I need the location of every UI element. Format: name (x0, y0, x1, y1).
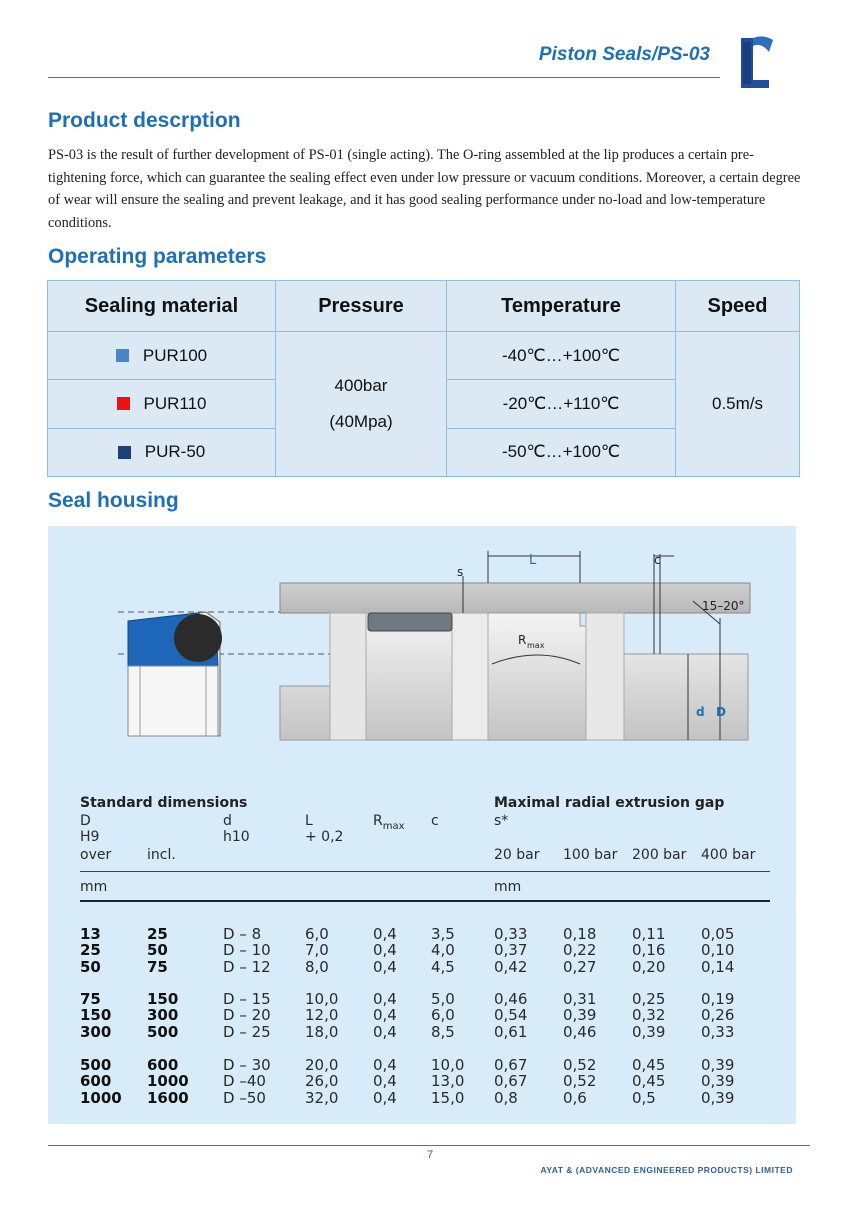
dims-col-b100 (563, 1057, 596, 1106)
col-s: s* (494, 813, 509, 829)
dims-cell: 0,45 (632, 1072, 666, 1091)
dims-col-b20 (494, 1057, 527, 1106)
dims-col-d (223, 1057, 271, 1106)
col-D: D (80, 813, 91, 829)
dims-cell: 0,27 (563, 957, 597, 976)
dims-cell: D – 30 (223, 1056, 271, 1074)
dims-cell: 0,37 (494, 941, 528, 960)
dims-col-c (431, 926, 455, 975)
header-sealing-material: Sealing material (48, 281, 276, 332)
unit-mm-left: mm (80, 879, 108, 895)
dims-col-r (373, 1057, 397, 1106)
operating-parameters-table (47, 280, 800, 477)
label-rmax-sub: max (527, 641, 545, 650)
dims-cell: 0,4 (373, 925, 397, 943)
dims-col-b400 (701, 991, 734, 1040)
label-rmax: R (518, 633, 527, 647)
page-number: 7 (426, 1149, 434, 1161)
dims-cell: 0,39 (632, 1022, 666, 1041)
dims-col-r (373, 991, 397, 1040)
pressure-mpa: (40Mpa) (329, 412, 393, 431)
dims-cell: 50 (147, 941, 168, 960)
dims-cell: 0,14 (701, 957, 735, 976)
dims-cell: 0,52 (563, 1056, 597, 1074)
dims-cell: 0,5 (632, 1088, 656, 1107)
col-L-tol: + 0,2 (305, 829, 344, 845)
material-swatch (116, 349, 129, 362)
speed-cell: 0.5m/s (676, 332, 800, 477)
dims-cell: 0,31 (563, 990, 597, 1008)
temperature-cell: -50℃…+100℃ (447, 428, 676, 476)
dims-cell: 0,4 (373, 1056, 397, 1074)
bar-header: 200 bar (632, 847, 687, 863)
dims-cell: D –50 (223, 1088, 266, 1107)
temperature-cell: -40℃…+100℃ (447, 332, 676, 380)
dims-col-c (431, 1057, 464, 1106)
dims-cell: 0,33 (494, 925, 528, 943)
parameters-heading: Operating parameters (48, 245, 267, 268)
label-s: s (457, 565, 464, 579)
dims-col-incl (147, 926, 168, 975)
dims-cell: 25 (80, 941, 101, 960)
page-header-title: Piston Seals/PS-03 (538, 44, 710, 65)
dims-cell: 50 (80, 957, 101, 976)
dims-col-b20 (494, 991, 527, 1040)
dims-cell: 300 (80, 1022, 112, 1041)
table-rule (80, 871, 770, 872)
label-c: c (654, 553, 661, 567)
dims-cell: 6,0 (431, 1006, 455, 1025)
dims-cell: D – 10 (223, 941, 271, 960)
dims-cell: 8,5 (431, 1022, 455, 1041)
dims-cell: 0,61 (494, 1022, 528, 1041)
dims-cell: 0,46 (494, 990, 528, 1008)
col-Rmax (373, 813, 405, 832)
label-L: L (529, 553, 537, 568)
dims-col-L (305, 1057, 338, 1106)
dims-cell: 20,0 (305, 1056, 339, 1074)
dims-col-b400 (701, 926, 734, 975)
dims-cell: 600 (147, 1056, 179, 1074)
material-name: PUR110 (143, 393, 207, 413)
dims-cell: 75 (80, 990, 101, 1008)
dims-cell: 0,42 (494, 957, 528, 976)
dims-cell: 0,32 (632, 1006, 666, 1025)
dims-cell: 10,0 (431, 1056, 465, 1074)
col-d: d (223, 813, 232, 829)
unit-mm-right: mm (494, 879, 522, 895)
dims-cell: 0,25 (632, 990, 666, 1008)
dims-cell: D – 12 (223, 957, 271, 976)
dims-cell: 600 (80, 1072, 112, 1091)
dims-cell: 0,46 (563, 1022, 597, 1041)
dims-cell: D –40 (223, 1072, 266, 1091)
dims-col-b400 (701, 1057, 734, 1106)
dims-cell: 0,4 (373, 1072, 397, 1091)
dims-cell: 0,4 (373, 1088, 397, 1107)
dims-cell: D – 20 (223, 1006, 271, 1025)
extrusion-gap-title: Maximal radial extrusion gap (494, 795, 725, 811)
col-L: L (305, 813, 313, 829)
dims-cell: 0,19 (701, 990, 735, 1008)
dims-cell: 0,26 (701, 1006, 735, 1025)
material-cell (48, 428, 276, 476)
dims-cell: 0,67 (494, 1072, 528, 1091)
dims-cell: 0,39 (701, 1056, 735, 1074)
dims-cell: 32,0 (305, 1088, 339, 1107)
dims-cell: 26,0 (305, 1072, 339, 1091)
label-D: D (716, 705, 726, 719)
dims-cell: 0,54 (494, 1006, 528, 1025)
bar-header: 100 bar (563, 847, 618, 863)
dims-cell: 0,22 (563, 941, 597, 960)
description-heading: Product descrption (48, 109, 241, 132)
header-rule (48, 77, 720, 78)
dims-cell: D – 25 (223, 1022, 271, 1041)
dims-cell: 6,0 (305, 925, 329, 943)
dims-cell: 1000 (147, 1072, 189, 1091)
dims-cell: 1000 (80, 1088, 122, 1107)
dims-col-b100 (563, 926, 596, 975)
dims-cell: 0,33 (701, 1022, 735, 1041)
label-angle: 15–20° (702, 599, 745, 613)
material-swatch (117, 397, 130, 410)
label-d: d (696, 705, 705, 719)
dims-cell: 13 (80, 925, 101, 943)
dims-col-c (431, 991, 455, 1040)
dims-cell: 0,10 (701, 941, 735, 960)
dims-col-b200 (632, 1057, 665, 1106)
dims-cell: 150 (147, 990, 179, 1008)
material-name: PUR-50 (144, 442, 206, 462)
dims-cell: 15,0 (431, 1088, 465, 1107)
material-swatch (118, 446, 131, 459)
standard-dimensions-title: Standard dimensions (80, 795, 248, 811)
dims-cell: 0,4 (373, 990, 397, 1008)
dims-col-over (80, 926, 101, 975)
header-pressure: Pressure (276, 281, 447, 332)
dims-cell: 0,18 (563, 925, 597, 943)
dims-col-b200 (632, 926, 665, 975)
table-rule-bold (80, 900, 770, 902)
col-R: R (373, 813, 383, 829)
material-cell (48, 380, 276, 428)
dims-cell: 0,4 (373, 957, 397, 976)
dims-cell: 150 (80, 1006, 112, 1025)
standard-dimensions-table (48, 526, 796, 1124)
dims-cell: 0,6 (563, 1088, 587, 1107)
dims-cell: 0,4 (373, 1022, 397, 1041)
dims-cell: 0,20 (632, 957, 666, 976)
material-name: PUR100 (142, 345, 208, 365)
col-over: over (80, 847, 112, 863)
housing-heading: Seal housing (48, 489, 179, 512)
dims-col-b100 (563, 991, 596, 1040)
dims-cell: 75 (147, 957, 168, 976)
dims-col-incl (147, 1057, 189, 1106)
col-c: c (431, 813, 439, 829)
dims-cell: 500 (147, 1022, 179, 1041)
dims-cell: 1600 (147, 1088, 189, 1107)
dims-cell: 25 (147, 925, 168, 943)
dims-col-b20 (494, 926, 527, 975)
dims-cell: 0,39 (701, 1072, 735, 1091)
dims-col-d (223, 926, 271, 975)
dims-cell: 0,39 (563, 1006, 597, 1025)
dims-cell: 300 (147, 1006, 179, 1025)
description-text: PS-03 is the result of further development of PS-01 (single acting). The O-ring assembled at the lip produces a certain pre-tightening force, which can guarantee the sealing effect even under low pressure or vacuum conditions. Moreover, a certain degree of wear will ensure the sealing and prevent leakage, and it has good sealing performance under no-load and low-temperature conditions. (48, 147, 801, 232)
dims-col-over (80, 991, 111, 1040)
dims-cell: 3,5 (431, 925, 455, 943)
seal-logo-icon (733, 32, 777, 90)
dims-cell: 5,0 (431, 990, 455, 1008)
dims-cell: 0,16 (632, 941, 666, 960)
dims-cell: D – 8 (223, 925, 262, 943)
dims-cell: 0,67 (494, 1056, 528, 1074)
dims-col-b200 (632, 991, 665, 1040)
dims-col-L (305, 991, 338, 1040)
company-name: AYAT & (ADVANCED ENGINEERED PRODUCTS) LIMITED (540, 1165, 793, 1175)
dims-cell: 4,0 (431, 941, 455, 960)
dims-cell: 18,0 (305, 1022, 339, 1041)
dims-cell: D – 15 (223, 990, 271, 1008)
dims-cell: 0,4 (373, 941, 397, 960)
col-R-sub: max (382, 820, 405, 832)
dims-cell: 0,4 (373, 1006, 397, 1025)
dims-cell: 500 (80, 1056, 112, 1074)
dims-cell: 8,0 (305, 957, 329, 976)
dims-col-incl (147, 991, 178, 1040)
dims-cell: 0,05 (701, 925, 735, 943)
dims-cell: 10,0 (305, 990, 339, 1008)
col-incl: incl. (147, 847, 176, 863)
col-h10: h10 (223, 829, 250, 845)
dims-cell: 12,0 (305, 1006, 339, 1025)
dims-cell: 0,8 (494, 1088, 518, 1107)
temperature-cell: -20℃…+110℃ (447, 380, 676, 428)
dims-cell: 0,45 (632, 1056, 666, 1074)
pressure-value: 400bar (334, 376, 388, 395)
footer-rule (48, 1145, 810, 1146)
dims-cell: 0,52 (563, 1072, 597, 1091)
col-H9: H9 (80, 829, 100, 845)
dims-col-L (305, 926, 329, 975)
dims-cell: 0,39 (701, 1088, 735, 1107)
dims-cell: 4,5 (431, 957, 455, 976)
dims-cell: 13,0 (431, 1072, 465, 1091)
dims-col-over (80, 1057, 122, 1106)
header-speed: Speed (676, 281, 800, 332)
header-temperature: Temperature (447, 281, 676, 332)
pressure-cell (276, 332, 447, 477)
dims-col-d (223, 991, 271, 1040)
material-cell (48, 332, 276, 380)
bar-header: 400 bar (701, 847, 756, 863)
bar-header: 20 bar (494, 847, 540, 863)
dims-cell: 7,0 (305, 941, 329, 960)
dims-cell: 0,11 (632, 925, 666, 943)
dims-col-r (373, 926, 397, 975)
